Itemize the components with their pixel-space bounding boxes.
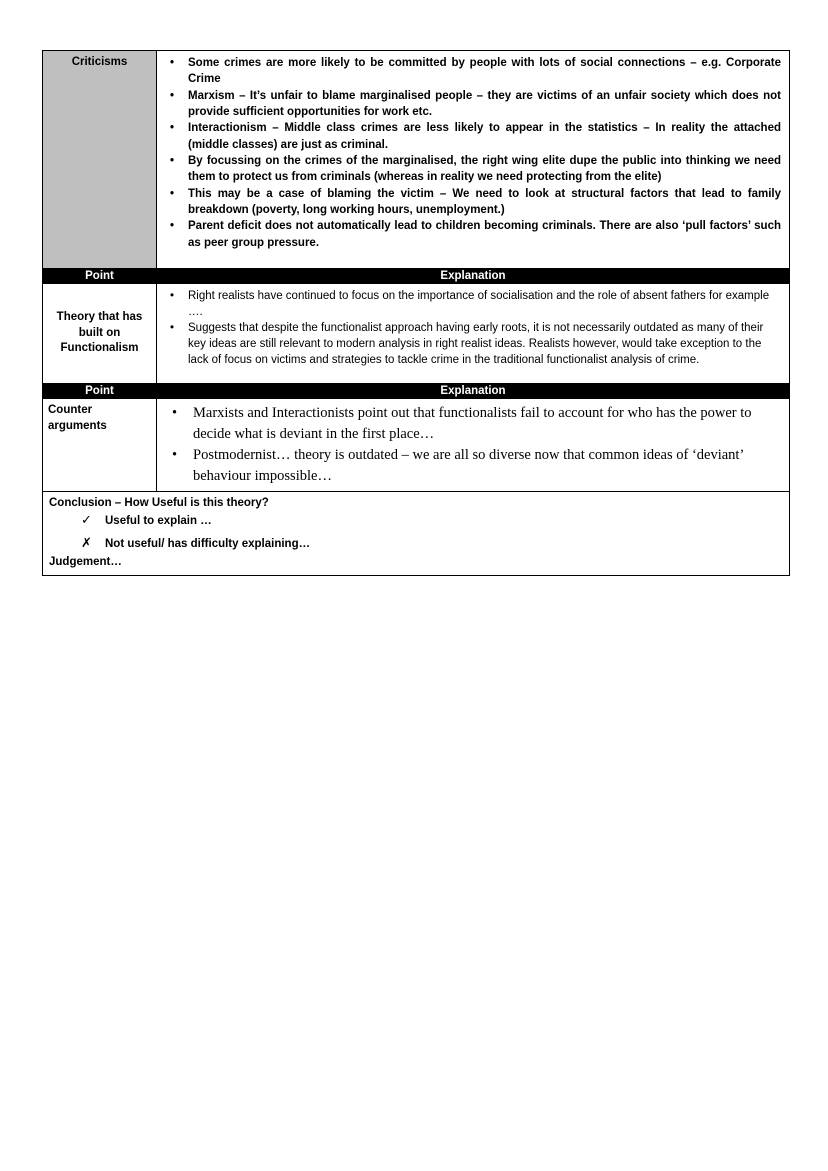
conclusion-title: Conclusion – How Useful is this theory?: [49, 497, 269, 510]
not-useful-line: [49, 534, 783, 552]
explanation-header: Explanation: [157, 269, 790, 284]
built-on-bullet-list: [167, 288, 781, 368]
conclusion-content: [43, 492, 790, 576]
criticisms-heading: Criticisms: [43, 51, 157, 269]
not-useful-text: Not useful/ has difficulty explaining…: [105, 538, 311, 551]
useful-line: [49, 511, 783, 529]
bullet-item: • Suggests that despite the functionalist approach having early roots, it is not necessarily outdated as many of their key ideas are still relevant to modern analysis in right realist ideas. Realists however, would take exception to the lack of focus on victims and strategies to tackle crime in the traditional functionalist analysis of crime.: [167, 320, 781, 368]
counter-arguments-row: [43, 399, 790, 492]
check-icon: ✓: [81, 512, 92, 528]
bullet-item: • By focussing on the crimes of the marginalised, the right wing elite dupe the public into thinking we need them to protect us from criminals (whereas in reality we need protecting from the elite): [167, 153, 781, 186]
criticisms-content: [157, 51, 790, 269]
built-on-row: [43, 284, 790, 384]
counter-arguments-content: [157, 399, 790, 492]
cross-icon: ✗: [81, 535, 92, 551]
useful-text: Useful to explain …: [105, 515, 212, 528]
bullet-item: • Marxism – It’s unfair to blame marginalised people – they are victims of an unfair society which does not provide sufficient opportunities for work etc.: [167, 88, 781, 121]
judgement-text: Judgement…: [49, 555, 122, 568]
point-header: Point: [43, 384, 157, 399]
counter-bullet-list: [167, 403, 781, 487]
explanation-header: Explanation: [157, 384, 790, 399]
built-on-heading: Theory that has built on Functionalism: [43, 284, 157, 384]
bullet-item: • Parent deficit does not automatically lead to children becoming criminals. There are also ‘pull factors’ such as peer group pressure.: [167, 218, 781, 251]
bullet-item: • Right realists have continued to focus on the importance of socialisation and the role of absent fathers for example ….: [167, 288, 781, 320]
bullet-item: • Marxists and Interactionists point out that functionalists fail to account for who has the power to decide what is deviant in the first place…: [167, 403, 781, 445]
bullet-item: • Interactionism – Middle class crimes are less likely to appear in the statistics – In reality the attached (middle classes) are just as criminal.: [167, 120, 781, 153]
conclusion-row: [43, 492, 790, 576]
point-header: Point: [43, 269, 157, 284]
bullet-item: • This may be a case of blaming the victim – We need to look at structural factors that lead to family breakdown (poverty, long working hours, unemployment.): [167, 186, 781, 219]
bullet-item: • Some crimes are more likely to be committed by people with lots of social connections – e.g. Corporate Crime: [167, 55, 781, 88]
bullet-item: • Postmodernist… theory is outdated – we are all so diverse now that common ideas of ‘deviant’ behaviour impossible…: [167, 445, 781, 487]
built-on-content: [157, 284, 790, 384]
theory-evaluation-table: [42, 50, 790, 576]
counter-arguments-heading: Counter arguments: [43, 399, 157, 492]
criticisms-bullet-list: [167, 55, 781, 251]
point-explanation-header-row: [43, 269, 790, 284]
criticisms-row: [43, 51, 790, 269]
point-explanation-header-row: [43, 384, 790, 399]
